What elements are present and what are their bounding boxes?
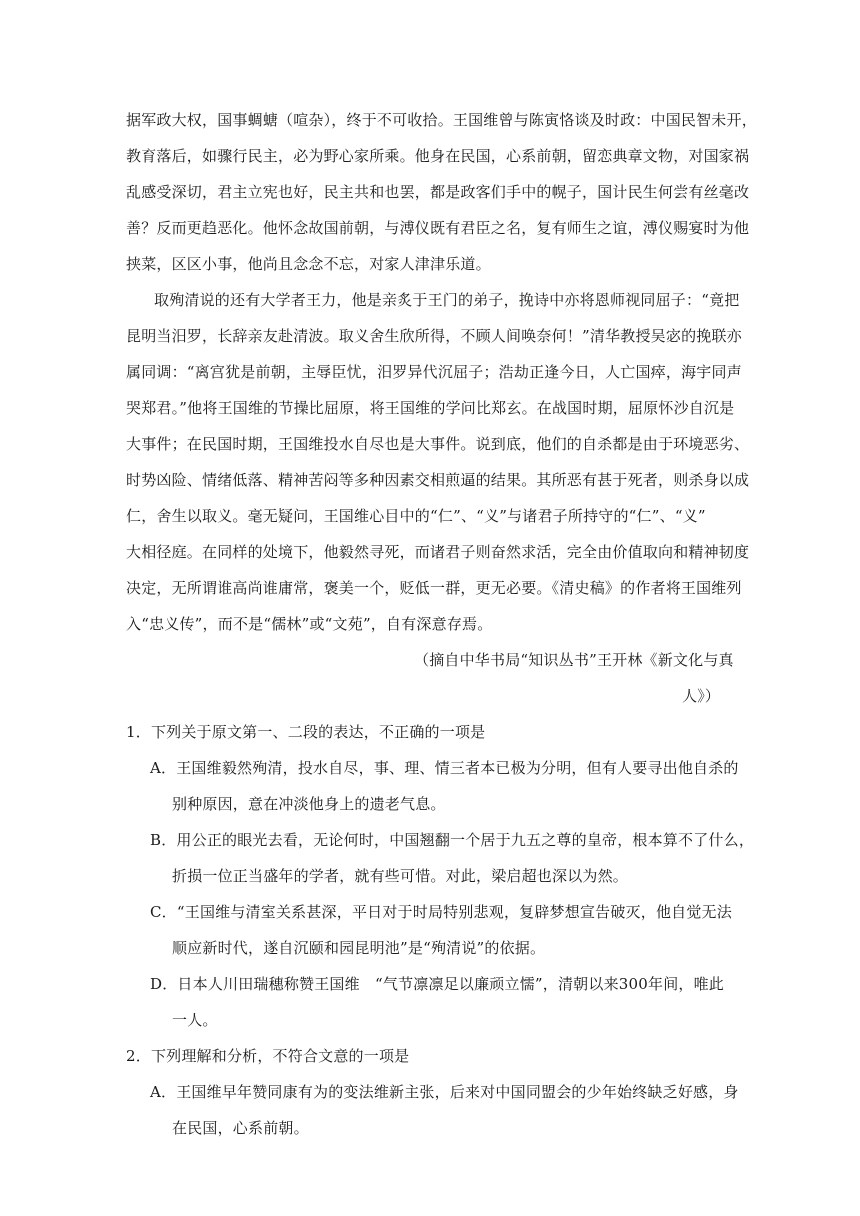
question-stem: 1．下列关于原文第一、二段的表达，不正确的一项是 [126,723,486,741]
passage-line: 昆明当汨罗，长辞亲友赴清波。取义舍生欣所得，不顾人间唤奈何！”清华教授吴宓的挽联亦 [126,327,742,345]
passage-line: 善？反而更趋恶化。他怀念故国前朝，与溥仪既有君臣之名，复有师生之谊，溥仪赐宴时为他 [126,219,750,237]
option-a-continued: 别种原因，意在冲淡他身上的遗老气息。 [172,795,446,813]
option-c-continued: 顺应新时代，遂自沉颐和园昆明池”是“殉清说”的依据。 [172,939,546,957]
option-d-continued: 一人。 [172,1011,218,1029]
source-citation: （摘自中华书局“知识丛书”王开林《新文化与真 [414,651,734,669]
passage-line: 仁，舍生以取义。毫无疑问，王国维心目中的“仁”、“义”与诸君子所持守的“仁”、“义” [126,507,706,525]
passage-line: 挟菜，区区小事，他尚且念念不忘，对家人津津乐道。 [126,255,491,273]
passage-line: 决定，无所谓谁高尚谁庸常，褒美一个，贬低一群，更无必要。《清史稿》的作者将王国维列 [126,579,742,597]
option-a: A．王国维毅然殉清，投水自尽，事、理、情三者本已极为分明，但有人要寻出他自杀的 [150,759,739,777]
passage-line: 取殉清说的还有大学者王力，他是亲炙于王门的弟子，挽诗中亦将恩师视同屈子：“竟把 [154,291,740,309]
passage-line: 教育落后，如骤行民主，必为野心家所乘。他身在民国，心系前朝，留恋典章文物，对国家祸 [126,147,750,165]
passage-line: 据军政大权，国事蜩螗（喧杂），终于不可收拾。王国维曾与陈寅恪谈及时政：中国民智未开， [126,111,757,129]
passage-line: 哭郑君。”他将王国维的节操比屈原，将王国维的学问比郑玄。在战国时期，屈原怀沙自沉是 [126,399,735,417]
passage-line: 大事件；在民国时期，王国维投水自尽也是大事件。说到底，他们的自杀都是由于环境恶劣、 [126,435,750,453]
option-b: B．用公正的眼光去看，无论何时，中国翘翻一个居于九五之尊的皇帝，根本算不了什么， [150,831,755,849]
option-b-continued: 折损一位正当盛年的学者，就有些可惜。对此，梁启超也深以为然。 [172,867,629,885]
source-citation: 人》） [682,687,721,705]
option-c: C．“王国维与清室关系甚深，平日对于时局特别悲观，复辟梦想宣告破灭，他自觉无法 [150,903,732,921]
passage-line: 乱感受深切，君主立宪也好，民主共和也罢，都是政客们手中的幌子，国计民生何尝有丝毫改 [126,183,750,201]
question-stem: 2．下列理解和分析，不符合文意的一项是 [126,1047,410,1065]
option-d: D．日本人川田瑞穗称赞王国维 “气节凛凛足以廉顽立懦”，清朝以来300年间，唯此 [150,975,724,993]
passage-line: 属同调：“离宫犹是前朝，主辱臣忧，汨罗异代沉屈子；浩劫正逢今日，人亡国瘁，海宇同声 [126,363,742,381]
passage-line: 大相径庭。在同样的处境下，他毅然寻死，而诸君子则奋然求活，完全由价值取向和精神韧度 [126,543,750,561]
option-a-continued: 在民国，心系前朝。 [172,1119,309,1137]
passage-line: 入“忠义传”，而不是“儒林”或“文苑”，自有深意存焉。 [126,615,493,633]
option-a: A．王国维早年赞同康有为的变法维新主张，后来对中国同盟会的少年始终缺乏好感，身 [150,1083,739,1101]
passage-line: 时势凶险、情绪低落、精神苦闷等多种因素交相煎逼的结果。其所恶有甚于死者，则杀身以成 [126,471,750,489]
